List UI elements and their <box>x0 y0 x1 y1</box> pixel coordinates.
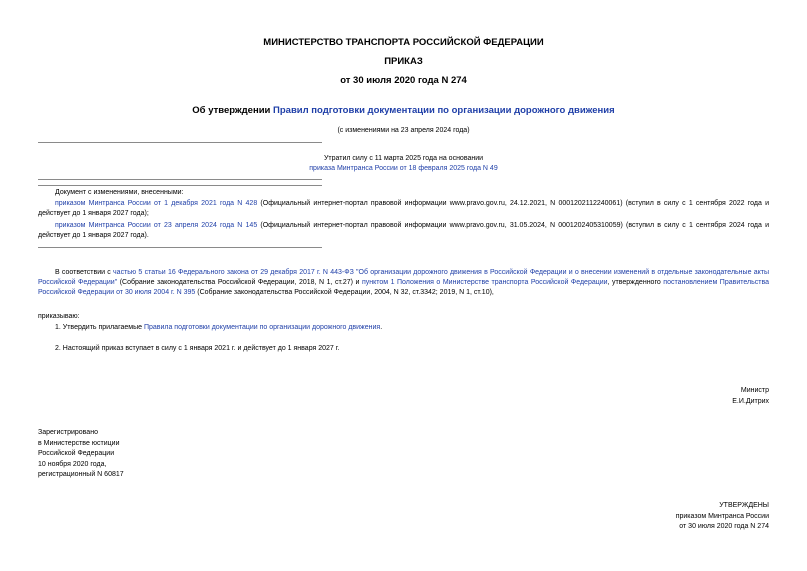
date-number-heading: от 30 июля 2020 года N 274 <box>340 75 467 86</box>
doc-type-heading: ПРИКАЗ <box>384 56 423 67</box>
repeal-link[interactable]: приказа Минтранса России от 18 февраля 2025 года N 49 <box>309 165 498 172</box>
preamble-text: В соответствии с <box>55 269 114 276</box>
rules-link[interactable]: Правила подготовки документации по организации дорожного движения <box>143 324 381 331</box>
law-link[interactable]: частью 5 статьи 16 Федерального закона от 29 декабря 2017 г. N 443-ФЗ "Об организации дорожного движения в Российской Федерации и о внесении изменений в отдельные законодательные акты Российской Федерации" <box>38 269 769 287</box>
amendment-link[interactable]: приказом Минтранса России от 1 декабря 2021 года N 428 <box>55 200 258 207</box>
title-link[interactable]: Правил подготовки документации по организации дорожного движения <box>273 105 615 116</box>
approved-line: приказом Минтранса России <box>675 512 769 520</box>
registration-block <box>38 428 124 481</box>
registration-line: в Министерстве юстиции <box>38 439 120 447</box>
point-1-prefix: 1. Утвердить прилагаемые <box>55 324 144 331</box>
changes-note: (с изменениями на 23 апреля 2024 года) <box>337 127 470 134</box>
registration-line: Российской Федерации <box>38 450 115 458</box>
order-word: приказываю: <box>38 313 80 320</box>
amendment-text: (Официальный интернет-портал правовой информации www.pravo.gov.ru, 31.05.2024, N 0001202405310059) (вступил в силу с 1 сентября 2024 года и действует до 1 января 2027 года). <box>38 222 769 240</box>
preamble-text: (Собрание законодательства Российской Федерации, 2018, N 1, ст.27) и <box>117 279 362 287</box>
divider <box>38 247 322 248</box>
registration-line: регистрационный N 60817 <box>38 471 124 479</box>
divider <box>38 185 322 186</box>
point-1 <box>55 323 382 333</box>
approved-block <box>676 501 769 533</box>
signature-name: Е.И.Дитрих <box>732 397 769 405</box>
point-1-suffix: . <box>380 324 383 331</box>
signature-block <box>732 386 769 407</box>
amendments-heading: Документ с изменениями, внесенными: <box>55 189 184 196</box>
amendment-text: (Официальный интернет-портал правовой информации www.pravo.gov.ru, 24.12.2021, N 0001202112240061) (вступил в силу с 1 сентября 2022 года и действует до 1 января 2027 года); <box>38 200 770 218</box>
document-title <box>0 105 807 116</box>
preamble-text: , утвержденного <box>607 279 664 287</box>
divider <box>38 179 322 180</box>
signature-position: Министр <box>740 387 769 394</box>
approved-line: от 30 июля 2020 года N 274 <box>679 523 769 530</box>
amendment-link[interactable]: приказом Минтранса России от 23 апреля 2024 года N 145 <box>55 222 258 229</box>
amendment-item <box>38 199 769 219</box>
amendment-item <box>38 221 769 241</box>
registration-line: Зарегистрировано <box>38 429 98 436</box>
preamble-paragraph <box>38 268 769 299</box>
registration-line: 10 ноября 2020 года, <box>38 460 107 468</box>
divider <box>38 142 322 143</box>
resolution-link[interactable]: постановлением Правительства Российской Федерации от 30 июля 2004 г. N 395 <box>38 279 769 297</box>
approved-line: УТВЕРЖДЕНЫ <box>719 502 769 509</box>
preamble-text: (Собрание законодательства Российской Федерации, 2004, N 32, ст.3342; 2019, N 1, ст.10), <box>195 289 494 297</box>
ministry-heading: МИНИСТЕРСТВО ТРАНСПОРТА РОССИЙСКОЙ ФЕДЕРАЦИИ <box>263 37 544 48</box>
repeal-line: Утратил силу с 11 марта 2025 года на основании <box>323 155 484 162</box>
regulation-link[interactable]: пунктом 1 Положения о Министерстве транспорта Российской Федерации <box>361 279 608 287</box>
point-2: 2. Настоящий приказ вступает в силу с 1 января 2021 г. и действует до 1 января 2027 г. <box>55 345 340 352</box>
title-prefix: Об утверждении <box>192 105 274 116</box>
